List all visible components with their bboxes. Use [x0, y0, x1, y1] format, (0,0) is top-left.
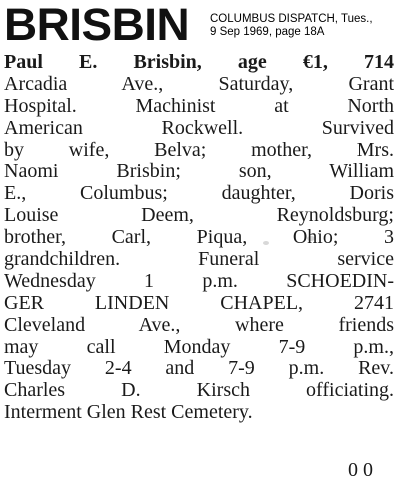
ink-smudge	[263, 241, 269, 245]
obituary-line: E., Columbus; daughter, Doris	[4, 182, 394, 205]
obituary-line: may call Monday 7-9 p.m.,	[4, 335, 394, 358]
obituary-text	[4, 52, 394, 424]
source-citation	[210, 13, 398, 39]
cutoff-text: 0 0	[348, 459, 373, 481]
headline-surname: BRISBIN	[4, 0, 190, 50]
obituary-line: American Rockwell. Survived	[4, 116, 394, 139]
obituary-line: Charles D. Kirsch officiating.	[4, 379, 394, 402]
obituary-line: Cleveland Ave., where friends	[4, 313, 394, 336]
obituary-line: by wife, Belva; mother, Mrs.	[4, 138, 394, 161]
obituary-line: Paul E. Brisbin, age €1, 714	[4, 51, 394, 73]
source-publication: COLUMBUS DISPATCH, Tues.,	[210, 13, 373, 25]
obituary-line: grandchildren. Funeral service	[4, 248, 394, 271]
obituary-line: Wednesday 1 p.m. SCHOEDIN-	[4, 269, 394, 292]
obituary-line: Interment Glen Rest Cemetery.	[4, 401, 253, 424]
obituary-line: Tuesday 2-4 and 7-9 p.m. Rev.	[4, 357, 394, 380]
obituary-line: Arcadia Ave., Saturday, Grant	[4, 72, 394, 95]
source-date-page: 9 Sep 1969, page 18A	[210, 26, 325, 38]
obituary-line: Naomi Brisbin; son, William	[4, 160, 394, 183]
obituary-line: GER LINDEN CHAPEL, 2741	[4, 291, 394, 314]
obituary-line: Louise Deem, Reynoldsburg;	[4, 204, 394, 227]
ink-smudge	[307, 236, 315, 241]
obituary-line: brother, Carl, Piqua, Ohio; 3	[4, 226, 394, 249]
obituary-line: Hospital. Machinist at North	[4, 94, 394, 117]
